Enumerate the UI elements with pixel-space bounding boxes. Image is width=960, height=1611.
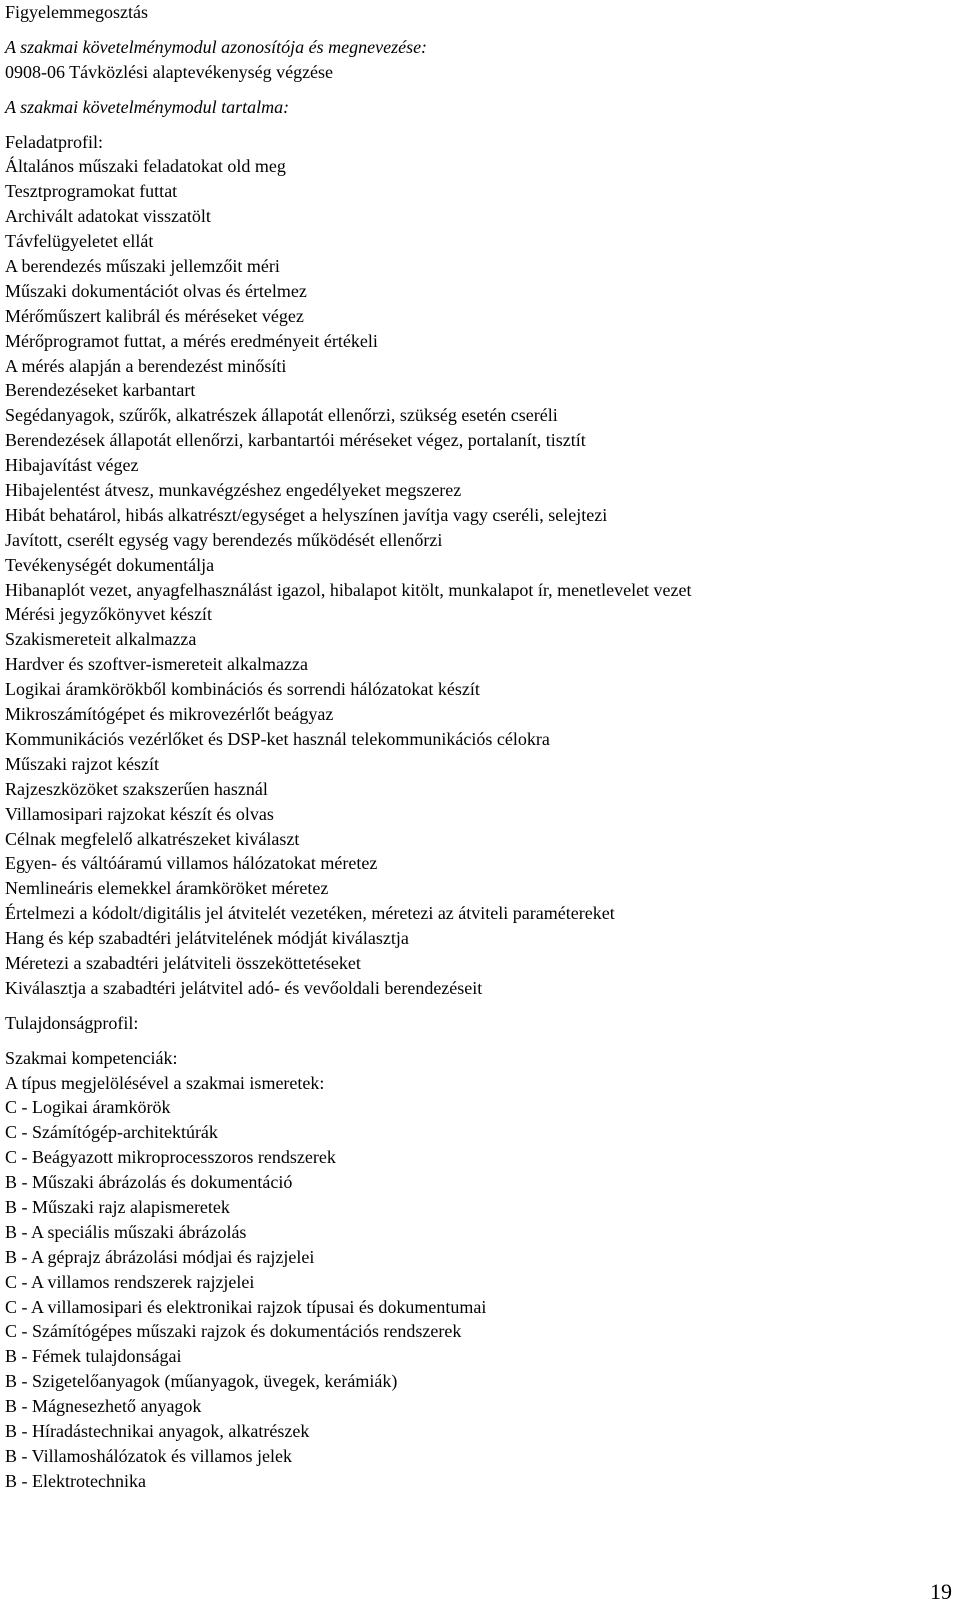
task-profile-item: A berendezés műszaki jellemzőit méri <box>5 256 280 277</box>
task-profile-list <box>5 154 945 1000</box>
task-profile-item: Távfelügyeletet ellát <box>5 231 154 252</box>
task-profile-item: Tevékenységét dokumentálja <box>5 554 215 575</box>
task-profile-item: Hibanaplót vezet, anyagfelhasználást igazol, hibalapot kitölt, munkalapot ír, menetlevelet vezet <box>5 579 692 600</box>
task-profile-label: Feladatprofil: <box>5 131 103 152</box>
task-profile-item: Mikroszámítógépet és mikrovezérlőt beágyaz <box>5 704 334 725</box>
task-profile-item: Kommunikációs vezérlőket és DSP-ket használ telekommunikációs célokra <box>5 728 550 749</box>
property-profile-label: Tulajdonságprofil: <box>5 1012 139 1033</box>
task-profile-item: Egyen- és váltóáramú villamos hálózatokat méretez <box>5 853 378 874</box>
task-profile-item: Hang és kép szabadtéri jelátvitelének módját kiválasztja <box>5 928 409 949</box>
task-profile-item: Általános műszaki feladatokat old meg <box>5 156 286 177</box>
knowledge-item: C - A villamosipari és elektronikai rajzok típusai és dokumentumai <box>5 1296 487 1317</box>
task-profile-item: Hibát behatárol, hibás alkatrészt/egységet a helyszínen javítja vagy cseréli, selejtezi <box>5 504 608 525</box>
task-profile-item: Nemlineáris elemekkel áramköröket méretez <box>5 878 329 899</box>
knowledge-item: B - Fémek tulajdonságai <box>5 1346 182 1367</box>
knowledge-item: B - Elektrotechnika <box>5 1470 146 1491</box>
task-profile-item: Mérőprogramot futtat, a mérés eredményeit értékeli <box>5 330 378 351</box>
task-profile-item: Rajzeszközöket szakszerűen használ <box>5 778 268 799</box>
task-profile-item: Tesztprogramokat futtat <box>5 181 178 202</box>
knowledge-label: A típus megjelölésével a szakmai ismeretek: <box>5 1072 325 1093</box>
knowledge-item: B - Híradástechnikai anyagok, alkatrészek <box>5 1420 310 1441</box>
task-profile-item: Javított, cserélt egység vagy berendezés működését ellenőrzi <box>5 529 443 550</box>
knowledge-list <box>5 1095 945 1493</box>
task-profile-item: Mérőműszert kalibrál és méréseket végez <box>5 305 304 326</box>
task-profile-item: Műszaki rajzot készít <box>5 753 159 774</box>
competences-label: Szakmai kompetenciák: <box>5 1047 178 1068</box>
task-profile-item: Archivált adatokat visszatölt <box>5 206 211 227</box>
task-profile-item: Hibajelentést átvesz, munkavégzéshez engedélyeket megszerez <box>5 480 462 501</box>
knowledge-item: C - A villamos rendszerek rajzjelei <box>5 1271 255 1292</box>
task-profile-item: Berendezések állapotát ellenőrzi, karbantartói méréseket végez, portalanít, tisztít <box>5 430 586 451</box>
knowledge-item: B - Szigetelőanyagok (műanyagok, üvegek, kerámiák) <box>5 1371 398 1392</box>
task-profile-item: Méretezi a szabadtéri jelátviteli összeköttetéseket <box>5 952 361 973</box>
module-id-label: A szakmai követelménymodul azonosítója és megnevezése: <box>5 36 428 57</box>
module-content-label: A szakmai követelménymodul tartalma: <box>5 96 290 117</box>
task-profile-item: Segédanyagok, szűrők, alkatrészek állapotát ellenőrzi, szükség esetén cseréli <box>5 405 558 426</box>
knowledge-item: B - Műszaki rajz alapismeretek <box>5 1196 230 1217</box>
task-profile-item: A mérés alapján a berendezést minősíti <box>5 355 287 376</box>
task-profile-item: Értelmezi a kódolt/digitális jel átvitelét vezetéken, méretezi az átviteli paramétereket <box>5 903 615 924</box>
knowledge-item: C - Beágyazott mikroprocesszoros rendszerek <box>5 1147 336 1168</box>
knowledge-item: B - A speciális műszaki ábrázolás <box>5 1221 247 1242</box>
task-profile-item: Berendezéseket karbantart <box>5 380 196 401</box>
task-profile-item: Hardver és szoftver-ismereteit alkalmazza <box>5 654 308 675</box>
task-profile-item: Logikai áramkörökből kombinációs és sorrendi hálózatokat készít <box>5 679 480 700</box>
module-id-value: 0908-06 Távközlési alaptevékenység végzése <box>5 61 334 82</box>
knowledge-item: C - Logikai áramkörök <box>5 1097 171 1118</box>
task-profile-item: Szakismereteit alkalmazza <box>5 629 197 650</box>
task-profile-item: Mérési jegyzőkönyvet készít <box>5 604 212 625</box>
task-profile-item: Kiválasztja a szabadtéri jelátvitel adó- és vevőoldali berendezéseit <box>5 977 483 998</box>
knowledge-item: B - Mágnesezhető anyagok <box>5 1396 202 1417</box>
task-profile-item: Hibajavítást végez <box>5 455 139 476</box>
knowledge-item: B - Villamoshálózatok és villamos jelek <box>5 1445 293 1466</box>
knowledge-item: B - A géprajz ábrázolási módjai és rajzjelei <box>5 1246 315 1267</box>
knowledge-item: B - Műszaki ábrázolás és dokumentáció <box>5 1172 293 1193</box>
task-profile-item: Műszaki dokumentációt olvas és értelmez <box>5 280 307 301</box>
knowledge-item: C - Számítógép-architektúrák <box>5 1122 218 1143</box>
task-profile-item: Villamosipari rajzokat készít és olvas <box>5 803 274 824</box>
page-number: 19 <box>930 1579 952 1604</box>
section-heading: Figyelemmegosztás <box>5 2 148 22</box>
document-page <box>5 0 945 1494</box>
knowledge-item: C - Számítógépes műszaki rajzok és dokumentációs rendszerek <box>5 1321 462 1342</box>
task-profile-item: Célnak megfelelő alkatrészeket kiválaszt <box>5 828 300 849</box>
